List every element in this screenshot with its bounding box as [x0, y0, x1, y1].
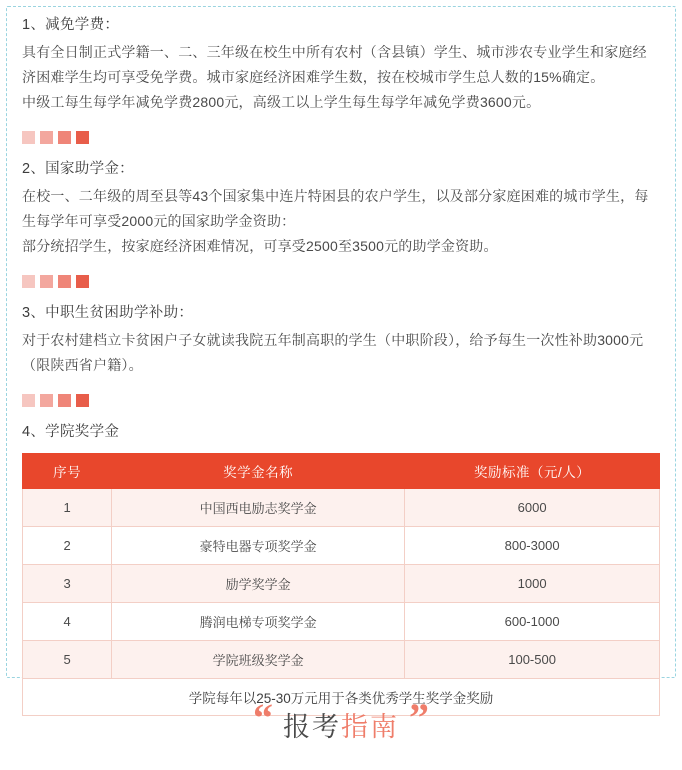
cell-standard: 800-3000 [405, 527, 660, 565]
table-header-row [23, 454, 660, 489]
close-quote-icon: ” [409, 695, 429, 740]
cell-standard: 1000 [405, 565, 660, 603]
section-national-grant [22, 158, 660, 259]
column-header-standard: 奖励标准（元/人） [405, 454, 660, 489]
column-header-index: 序号 [23, 454, 112, 489]
table-row [23, 527, 660, 565]
divider-square [76, 275, 89, 288]
divider-square [76, 394, 89, 407]
cell-index: 5 [23, 641, 112, 679]
column-header-name: 奖学金名称 [112, 454, 405, 489]
section-paragraph: 在校一、二年级的周至县等43个国家集中连片特困县的农户学生，以及部分家庭困难的城市学生，每生每学年可享受2000元的国家助学金资助： [22, 188, 649, 229]
section-title: 4、学院奖学金 [22, 424, 120, 440]
section-paragraph: 中级工每生每学年减免学费2800元，高级工以上学生每生每学年减免学费3600元。 [22, 94, 541, 110]
divider-square [58, 275, 71, 288]
cell-standard: 600-1000 [405, 603, 660, 641]
divider-square [76, 131, 89, 144]
cell-standard: 6000 [405, 489, 660, 527]
open-quote-icon: “ [253, 695, 273, 740]
divider-square [22, 394, 35, 407]
square-divider [22, 131, 660, 144]
divider-square [58, 394, 71, 407]
table-row [23, 603, 660, 641]
square-divider [22, 394, 660, 407]
divider-square [22, 275, 35, 288]
scholarship-table [22, 453, 660, 716]
divider-square [40, 394, 53, 407]
square-divider [22, 275, 660, 288]
section-scholarship [22, 421, 660, 716]
footer-banner [0, 678, 682, 770]
cell-name: 豪特电器专项奖学金 [112, 527, 405, 565]
table-row [23, 565, 660, 603]
cell-name: 腾润电梯专项奖学金 [112, 603, 405, 641]
banner-title-highlight: 指南 [341, 711, 399, 742]
section-vocational-subsidy [22, 302, 660, 378]
cell-standard: 100-500 [405, 641, 660, 679]
banner-title-main: 报考 [283, 711, 341, 742]
cell-name: 励学奖学金 [112, 565, 405, 603]
table-header [23, 454, 660, 489]
section-title: 3、中职生贫困助学补助： [22, 305, 194, 321]
section-paragraph: 部分统招学生，按家庭经济困难情况，可享受2500至3500元的助学金资助。 [22, 238, 498, 254]
divider-square [40, 275, 53, 288]
section-tuition-reduction [22, 14, 660, 115]
divider-square [58, 131, 71, 144]
cell-index: 4 [23, 603, 112, 641]
cell-index: 3 [23, 565, 112, 603]
divider-square [40, 131, 53, 144]
section-paragraph: 对于农村建档立卡贫困户子女就读我院五年制高职的学生（中职阶段），给予每生一次性补助3000元（限陕西省户籍）。 [22, 332, 644, 373]
table-footer-note: 学院每年以25-30万元用于各类优秀学生奖学金奖励 [23, 679, 660, 716]
divider-square [22, 131, 35, 144]
cell-name: 中国西电励志奖学金 [112, 489, 405, 527]
section-title: 2、国家助学金： [22, 161, 134, 177]
table-row [23, 489, 660, 527]
section-title: 1、减免学费： [22, 17, 120, 33]
banner-title [283, 705, 399, 744]
cell-index: 1 [23, 489, 112, 527]
cell-name: 学院班级奖学金 [112, 641, 405, 679]
cell-index: 2 [23, 527, 112, 565]
section-paragraph: 具有全日制正式学籍一、二、三年级在校生中所有农村（含县镇）学生、城市涉农专业学生和家庭经济困难学生均可享受免学费。城市家庭经济困难学生数，按在校城市学生总人数的15%确定。 [22, 44, 647, 85]
table-row [23, 641, 660, 679]
